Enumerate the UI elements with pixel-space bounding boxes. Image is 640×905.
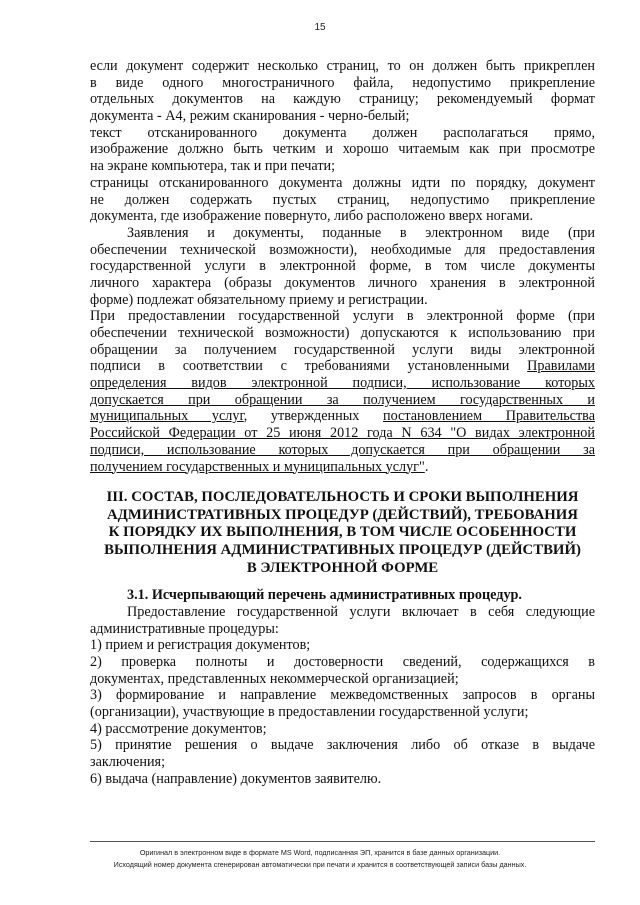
text-line: отдельных документов на каждую страницу; рекомендуемый формат: [90, 91, 595, 108]
paragraph: [90, 737, 595, 770]
text-line: 1) прием и регистрация документов;: [90, 637, 311, 654]
paragraph: [90, 687, 595, 720]
section-heading-line: III. СОСТАВ, ПОСЛЕДОВАТЕЛЬНОСТЬ И СРОКИ ВЫПОЛНЕНИЯ: [106, 489, 579, 506]
section-heading-line: ВЫПОЛНЕНИЯ АДМИНИСТРАТИВНЫХ ПРОЦЕДУР (ДЕЙСТВИЙ): [104, 541, 581, 558]
linked-reference: постановлением Правительства: [383, 408, 595, 425]
text-line: (организации), участвующие в предоставлении государственной услуги;: [90, 703, 529, 720]
paragraph: [90, 125, 595, 175]
paragraph: [90, 721, 595, 738]
section-heading-line: В ЭЛЕКТРОННОЙ ФОРМЕ: [246, 559, 439, 576]
text-line: [90, 425, 595, 442]
subsection-heading: 3.1. Исчерпывающий перечень административных процедур.: [127, 587, 522, 604]
text-line: Заявления и документы, поданные в электронном виде (при: [127, 224, 595, 241]
text-line: При предоставлении государственной услуги в электронной форме (при: [90, 308, 595, 325]
paragraph: [90, 604, 595, 637]
text-line: обеспечении технической возможности) допускаются к использованию при: [90, 325, 595, 341]
text-line: [90, 392, 595, 409]
linked-reference: муниципальных услуг: [90, 408, 244, 425]
page-number: 15: [314, 22, 326, 33]
linked-reference: Российской Федерации от 25 июня 2012 года N 634 "О видах электронной: [90, 425, 595, 442]
paragraph: [90, 654, 595, 687]
paragraph: [90, 175, 595, 225]
linked-reference: подписи, использование которых допускается при обращении за: [90, 441, 595, 458]
text-line: 6) выдача (направление) документов заявителю.: [90, 770, 382, 787]
paragraph: [90, 771, 595, 788]
section-heading: [90, 489, 595, 577]
footer-line-2: Исходящий номер документа сгенерирован автоматически при печати и хранится в соответствующей записи базы данных.: [113, 860, 527, 869]
text-line: заключения;: [90, 754, 166, 771]
text-line: 4) рассмотрение документов;: [90, 720, 267, 737]
footer: [0, 847, 640, 871]
text-line: обеспечении технической возможности), необходимые для предоставления: [90, 241, 595, 258]
linked-reference: допускается при обращении за получением государственных и: [90, 391, 595, 408]
text-line: [90, 442, 595, 459]
text-line: Предоставление государственной услуги включает в себя следующие: [127, 603, 595, 620]
footer-line-1: Оригинал в электронном виде в формате MS Word, подписанная ЭП, хранится в базе данных организации.: [139, 848, 501, 857]
text-line: [90, 408, 595, 425]
linked-reference: определения видов электронной подписи, использование которых: [90, 375, 595, 392]
text-line: государственной услуги в электронной форме, в том числе документы: [90, 258, 595, 275]
paragraph: [90, 225, 595, 308]
text-line: документа, где изображение повернуто, либо расположено вверх ногами.: [90, 208, 534, 225]
paragraph: [90, 637, 595, 654]
text-line: не должен содержать пустых страниц, недопустимо прикрепление: [90, 191, 595, 208]
text-line: изображение должно быть четким и хорошо читаемым как при просмотре: [90, 141, 595, 158]
text-line: 5) принятие решения о выдаче заключения либо об отказе в выдаче: [90, 737, 595, 754]
text-line: форме) подлежат обязательному приему и регистрации.: [90, 291, 428, 308]
text-span: , утвержденных: [243, 408, 383, 425]
text-line: [90, 358, 595, 375]
text-line: [90, 459, 595, 476]
text-line: документах, представленных некоммерческой организацией;: [90, 670, 459, 687]
text-line: страницы отсканированного документа должны идти по порядку, документ: [90, 174, 595, 191]
paragraph: [90, 308, 595, 475]
body-text-top: [90, 58, 595, 475]
text-line: если документ содержит несколько страниц, то он должен быть прикреплен: [90, 58, 595, 74]
footer-divider: [90, 841, 595, 842]
text-line: личного характера (образы документов личного хранения в электронной: [90, 274, 595, 291]
text-line: административные процедуры:: [90, 620, 279, 637]
text-line: [90, 375, 595, 392]
text-line: 3) формирование и направление межведомственных запросов в органы: [90, 687, 595, 704]
text-line: текст отсканированного документа должен располагаться прямо,: [90, 124, 595, 141]
linked-reference: получением государственных и муниципальных услуг": [90, 458, 425, 475]
text-line: 2) проверка полноты и достоверности сведений, содержащихся в: [90, 653, 595, 670]
procedure-list: [90, 604, 595, 788]
section-heading-line: АДМИНИСТРАТИВНЫХ ПРОЦЕДУР (ДЕЙСТВИЙ), ТРЕБОВАНИЯ: [107, 506, 578, 523]
text-line: документа - А4, режим сканирования - черно-белый;: [90, 108, 410, 125]
document-body: [90, 58, 595, 787]
text-span: подписи в соответствии с требованиями установленными: [90, 358, 528, 375]
section-heading-line: К ПОРЯДКУ ИХ ВЫПОЛНЕНИЯ, В ТОМ ЧИСЛЕ ОСОБЕННОСТИ: [108, 524, 577, 541]
text-line: обращении за получением государственной услуги виды электронной: [90, 341, 595, 358]
text-line: в виде одного многостраничного файла, недопустимо прикрепление: [90, 74, 595, 91]
paragraph: [90, 58, 595, 125]
linked-reference: Правилами: [527, 358, 595, 375]
text-line: на экране компьютера, так и при печати;: [90, 158, 336, 175]
text-span: .: [424, 458, 429, 475]
